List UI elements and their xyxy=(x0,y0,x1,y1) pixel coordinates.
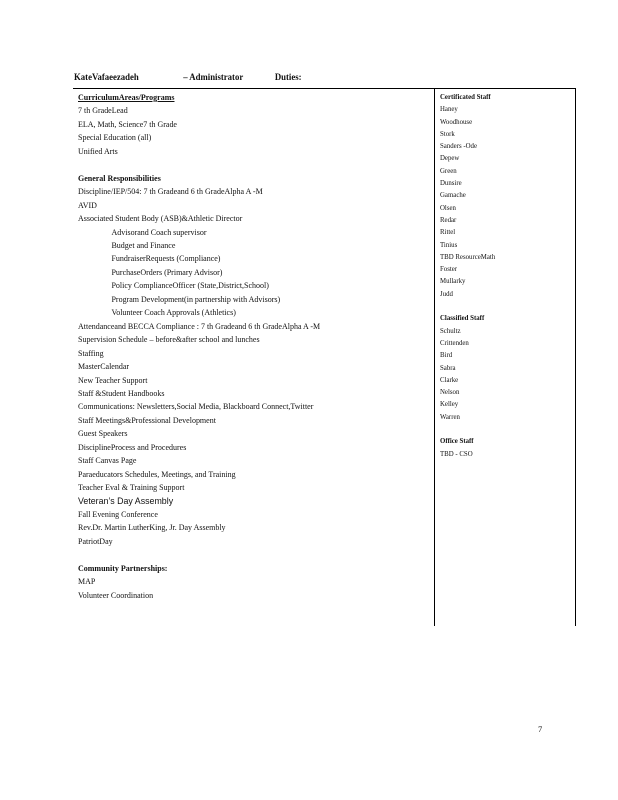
column-divider xyxy=(434,88,435,626)
staff-name: Rittel xyxy=(440,227,456,237)
duties-column xyxy=(78,91,428,602)
staff-name: Tinius xyxy=(440,239,458,249)
staff-name: Nelson xyxy=(440,387,460,397)
general-line: Staff &Student Handbooks xyxy=(78,387,165,398)
general-line: Attendanceand BECCA Compliance : 7 th Gradeand 6 th GradeAlpha A -M xyxy=(78,320,321,331)
general-line: Paraeducators Schedules, Meetings, and Training xyxy=(78,468,236,479)
general-line: Discipline/IEP/504: 7 th Gradeand 6 th GradeAlpha A -M xyxy=(78,186,263,197)
document-header xyxy=(74,73,302,83)
office-heading: Office Staff xyxy=(440,436,474,446)
staff-name: Sabra xyxy=(440,362,456,372)
staff-name: Kelley xyxy=(440,399,459,409)
asb-duty: Advisorand Coach supervisor xyxy=(111,226,207,237)
staff-role: – Administrator xyxy=(183,73,244,83)
general-line: DisciplineProcess and Procedures xyxy=(78,441,187,452)
curriculum-line: Unified Arts xyxy=(78,145,118,156)
general-line: Staffing xyxy=(78,347,104,358)
general-line: PatriotDay xyxy=(78,535,113,546)
staff-name: TBD ResourceMath xyxy=(440,251,496,261)
curriculum-line: Special Education (all) xyxy=(78,132,152,143)
general-line: Guest Speakers xyxy=(78,428,128,439)
asb-duty: PurchaseOrders (Primary Advisor) xyxy=(111,266,223,277)
table-right-border xyxy=(575,88,576,626)
veterans-day-line: Veteran’s Day Assembly xyxy=(78,495,174,507)
general-line: Staff Canvas Page xyxy=(78,455,137,466)
staff-column xyxy=(440,91,572,460)
staff-name: Bird xyxy=(440,350,453,360)
curriculum-line: 7 th GradeLead xyxy=(78,105,128,116)
staff-name: Clarke xyxy=(440,374,459,384)
general-line: Fall Evening Conference xyxy=(78,509,158,520)
asb-duty: FundraiserRequests (Compliance) xyxy=(111,253,221,264)
curriculum-heading: CurriculumAreas/Programs xyxy=(78,92,175,102)
page-number: 7 xyxy=(538,724,543,734)
general-line: Teacher Eval & Training Support xyxy=(78,482,185,493)
classified-heading: Classified Staff xyxy=(440,313,485,323)
staff-name: Sanders -Ode xyxy=(440,141,478,151)
staff-name: Gamache xyxy=(440,190,466,200)
staff-name: Warren xyxy=(440,411,460,421)
general-line: Staff Meetings&Professional Development xyxy=(78,414,216,425)
staff-name: Foster xyxy=(440,264,458,274)
general-line: AVID xyxy=(78,199,97,210)
community-line: Volunteer Coordination xyxy=(78,589,154,600)
community-heading: Community Partnerships: xyxy=(78,562,168,573)
curriculum-line: ELA, Math, Science7 th Grade xyxy=(78,118,177,129)
asb-duty: Volunteer Coach Approvals (Athletics) xyxy=(111,307,236,318)
staff-name: Olsen xyxy=(440,202,456,212)
staff-name: Mullarky xyxy=(440,276,466,286)
duties-label: Duties: xyxy=(274,73,302,83)
general-line: New Teacher Support xyxy=(78,374,148,385)
general-line: Supervision Schedule – before&after school and lunches xyxy=(78,334,260,345)
general-line: Associated Student Body (ASB)&Athletic Director xyxy=(78,213,243,224)
staff-name: Crittenden xyxy=(440,337,469,347)
staff-name: Dunsire xyxy=(440,178,462,188)
staff-name: Green xyxy=(440,165,457,175)
staff-name: Woodhouse xyxy=(440,116,473,126)
staff-name: Stork xyxy=(440,128,455,138)
staff-name: Haney xyxy=(440,104,458,114)
certificated-heading: Certificated Staff xyxy=(440,92,491,101)
asb-duty: Policy ComplianceOfficer (State,District,School) xyxy=(111,280,269,291)
general-heading: General Responsibilities xyxy=(78,172,161,183)
staff-name: TBD - CSO xyxy=(440,448,473,458)
community-line: MAP xyxy=(78,576,96,587)
table-top-border xyxy=(73,88,576,89)
staff-name: Redar xyxy=(440,214,457,224)
general-line: Rev.Dr. Martin LutherKing, Jr. Day Assembly xyxy=(78,522,226,533)
staff-name: Schultz xyxy=(440,325,461,335)
staff-name: KateVafaeezadeh xyxy=(74,73,139,83)
staff-name: Depew xyxy=(440,153,460,163)
general-line: MasterCalendar xyxy=(78,361,130,372)
asb-duty: Program Development(in partnership with Advisors) xyxy=(111,293,281,304)
staff-name: Judd xyxy=(440,288,453,298)
general-line: Communications: Newsletters,Social Media, Blackboard Connect,Twitter xyxy=(78,401,314,412)
asb-duty: Budget and Finance xyxy=(111,239,176,250)
